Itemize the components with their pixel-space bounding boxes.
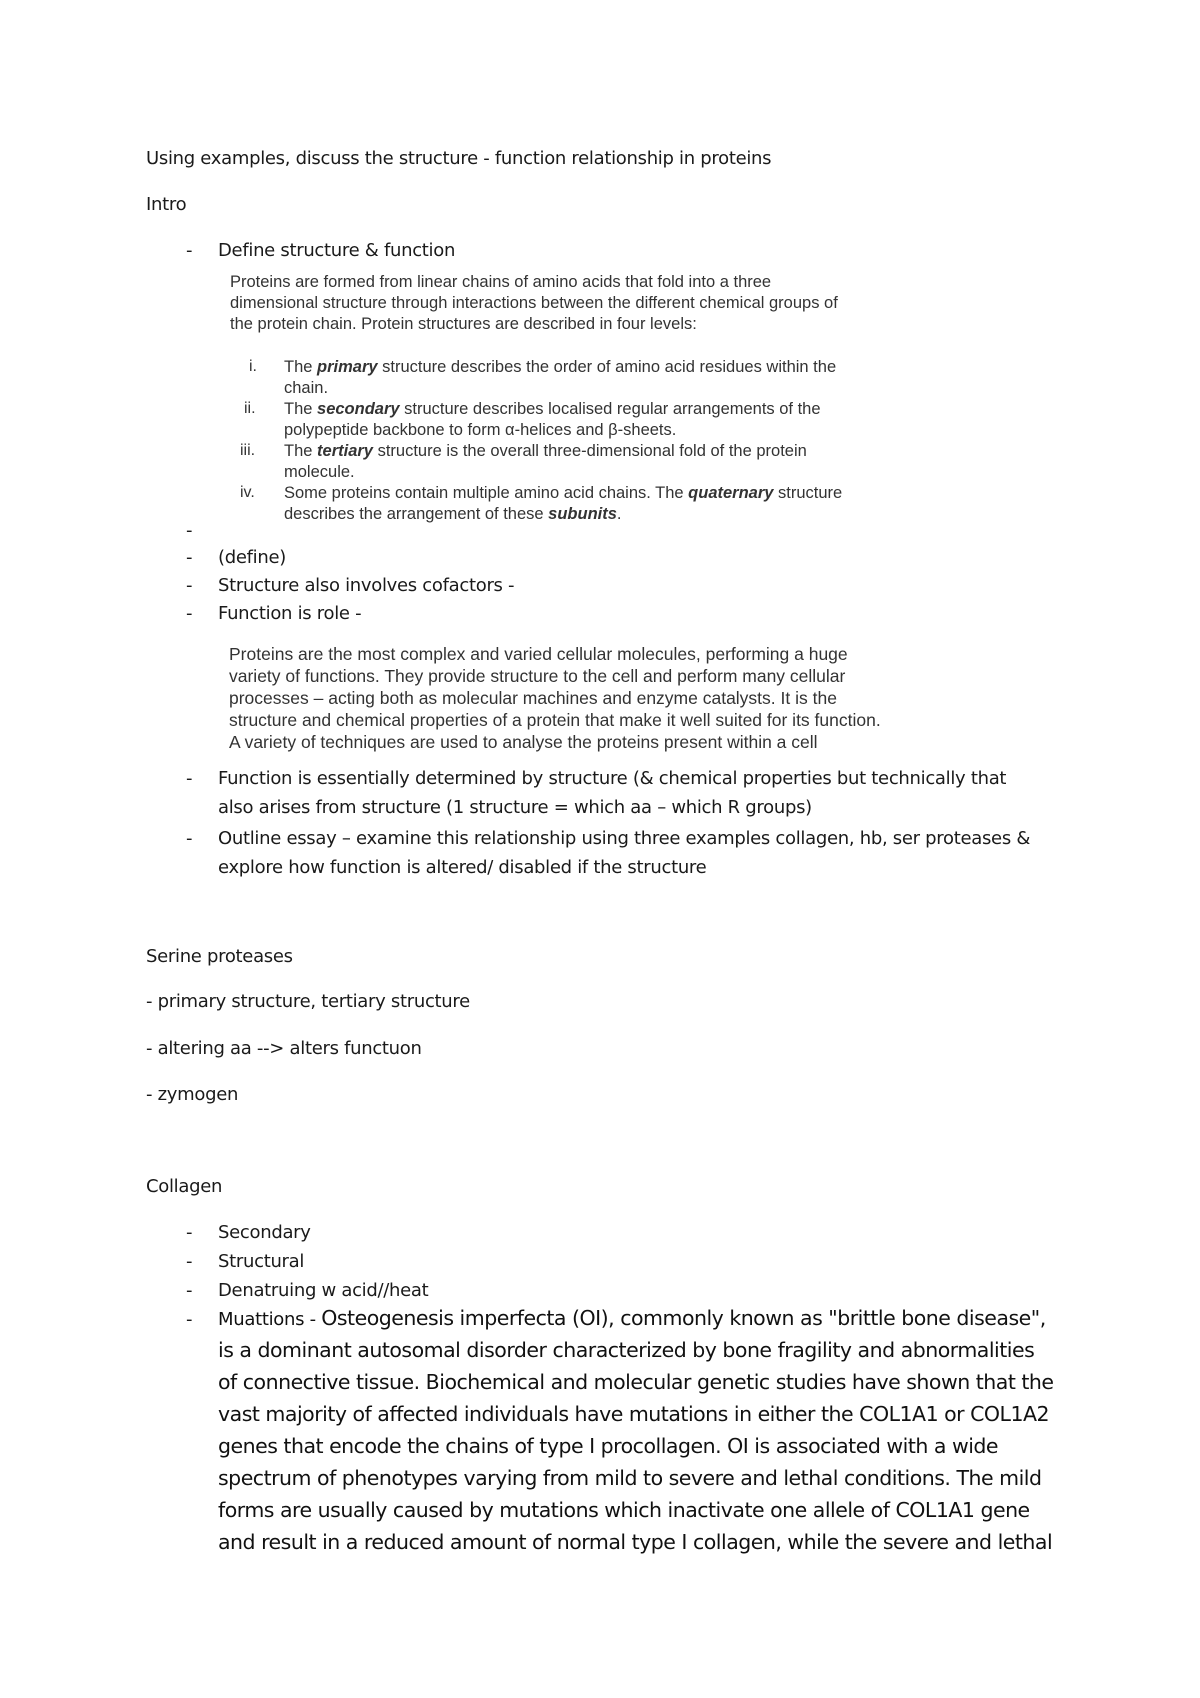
level-numeral: iii.: [240, 442, 256, 459]
quote-function-line-3: processes – acting both as molecular machines and enzyme catalysts. It is the: [229, 688, 837, 708]
intro-item-role: Function is role -: [218, 603, 362, 624]
quote-structure-line-3: the protein chain. Protein structures are described in four levels:: [230, 315, 697, 333]
quote-function-line-2: variety of functions. They provide structure to the cell and perform many cellular: [229, 666, 846, 686]
level-numeral: iv.: [240, 484, 255, 501]
collagen-mutations-line: genes that encode the chains of type I procollagen. OI is associated with a wide: [218, 1434, 999, 1458]
bullet-dash: -: [186, 1222, 193, 1243]
collagen-item: Secondary: [218, 1222, 311, 1243]
collagen-heading: Collagen: [146, 1176, 223, 1197]
intro-item-cofactors: Structure also involves cofactors -: [218, 575, 515, 596]
level-tertiary: The tertiary structure is the overall three-dimensional fold of the protein: [284, 442, 807, 460]
quote-function-line-1: Proteins are the most complex and varied cellular molecules, performing a huge: [229, 644, 848, 664]
collagen-item: Denatruing w acid//heat: [218, 1280, 429, 1301]
bullet-dash: -: [186, 1309, 193, 1330]
collagen-mutations-line: forms are usually caused by mutations which inactivate one allele of COL1A1 gene: [218, 1498, 1030, 1522]
bullet-dash: -: [186, 575, 193, 596]
collagen-mutations-line: and result in a reduced amount of normal type I collagen, while the severe and lethal: [218, 1530, 1053, 1554]
collagen-mutations-line: of connective tissue. Biochemical and molecular genetic studies have shown that the: [218, 1370, 1054, 1394]
level-primary-line-2: chain.: [284, 379, 329, 397]
intro-item-define-2: (define): [218, 547, 286, 568]
bullet-dash: -: [186, 520, 193, 541]
intro-item-define: Define structure & function: [218, 240, 456, 261]
quote-structure-line-1: Proteins are formed from linear chains of amino acids that fold into a three: [230, 273, 772, 291]
bullet-dash: -: [186, 1280, 193, 1301]
bullet-dash: -: [186, 240, 193, 261]
serine-item: - altering aa --> alters functuon: [146, 1038, 422, 1059]
quote-structure-line-2: dimensional structure through interactions between the different chemical groups of: [230, 294, 838, 312]
intro-item-determined-line-1: Function is essentially determined by structure (& chemical properties but technically that: [218, 768, 1007, 789]
level-quaternary-line-2: describes the arrangement of these subunits.: [284, 505, 622, 523]
collagen-item: Structural: [218, 1251, 305, 1272]
level-primary: The primary structure describes the order of amino acid residues within the: [284, 358, 837, 376]
serine-item: - primary structure, tertiary structure: [146, 991, 470, 1012]
bullet-dash: -: [186, 547, 193, 568]
intro-item-determined-line-2: also arises from structure (1 structure = which aa – which R groups): [218, 797, 812, 818]
level-secondary: The secondary structure describes localised regular arrangements of the: [284, 400, 821, 418]
bullet-dash: -: [186, 603, 193, 624]
bullet-dash: -: [186, 828, 193, 849]
level-numeral: ii.: [244, 400, 256, 417]
document-title: Using examples, discuss the structure - function relationship in proteins: [146, 148, 772, 169]
intro-item-outline-line-2: explore how function is altered/ disabled if the structure: [218, 857, 707, 878]
level-quaternary: Some proteins contain multiple amino acid chains. The quaternary structure: [284, 484, 843, 502]
level-tertiary-line-2: molecule.: [284, 463, 355, 481]
collagen-mutations-line: spectrum of phenotypes varying from mild to severe and lethal conditions. The mild: [218, 1466, 1042, 1490]
bullet-dash: -: [186, 768, 193, 789]
quote-function-line-4: structure and chemical properties of a protein that make it well suited for its function.: [229, 710, 881, 730]
collagen-mutations-line: vast majority of affected individuals have mutations in either the COL1A1 or COL1A2: [218, 1402, 1050, 1426]
serine-item: - zymogen: [146, 1084, 239, 1105]
serine-heading: Serine proteases: [146, 946, 293, 967]
intro-heading: Intro: [146, 194, 187, 215]
level-numeral: i.: [249, 358, 257, 375]
bullet-dash: -: [186, 1251, 193, 1272]
collagen-mutations-line: is a dominant autosomal disorder characterized by bone fragility and abnormalities: [218, 1338, 1035, 1362]
quote-function-line-5: A variety of techniques are used to analyse the proteins present within a cell: [229, 732, 818, 752]
level-secondary-line-2: polypeptide backbone to form α-helices and β-sheets.: [284, 421, 677, 439]
collagen-mutations-line-1: Muattions - Osteogenesis imperfecta (OI), commonly known as "brittle bone disease",: [218, 1306, 1046, 1330]
intro-item-outline-line-1: Outline essay – examine this relationship using three examples collagen, hb, ser proteases &: [218, 828, 1031, 849]
